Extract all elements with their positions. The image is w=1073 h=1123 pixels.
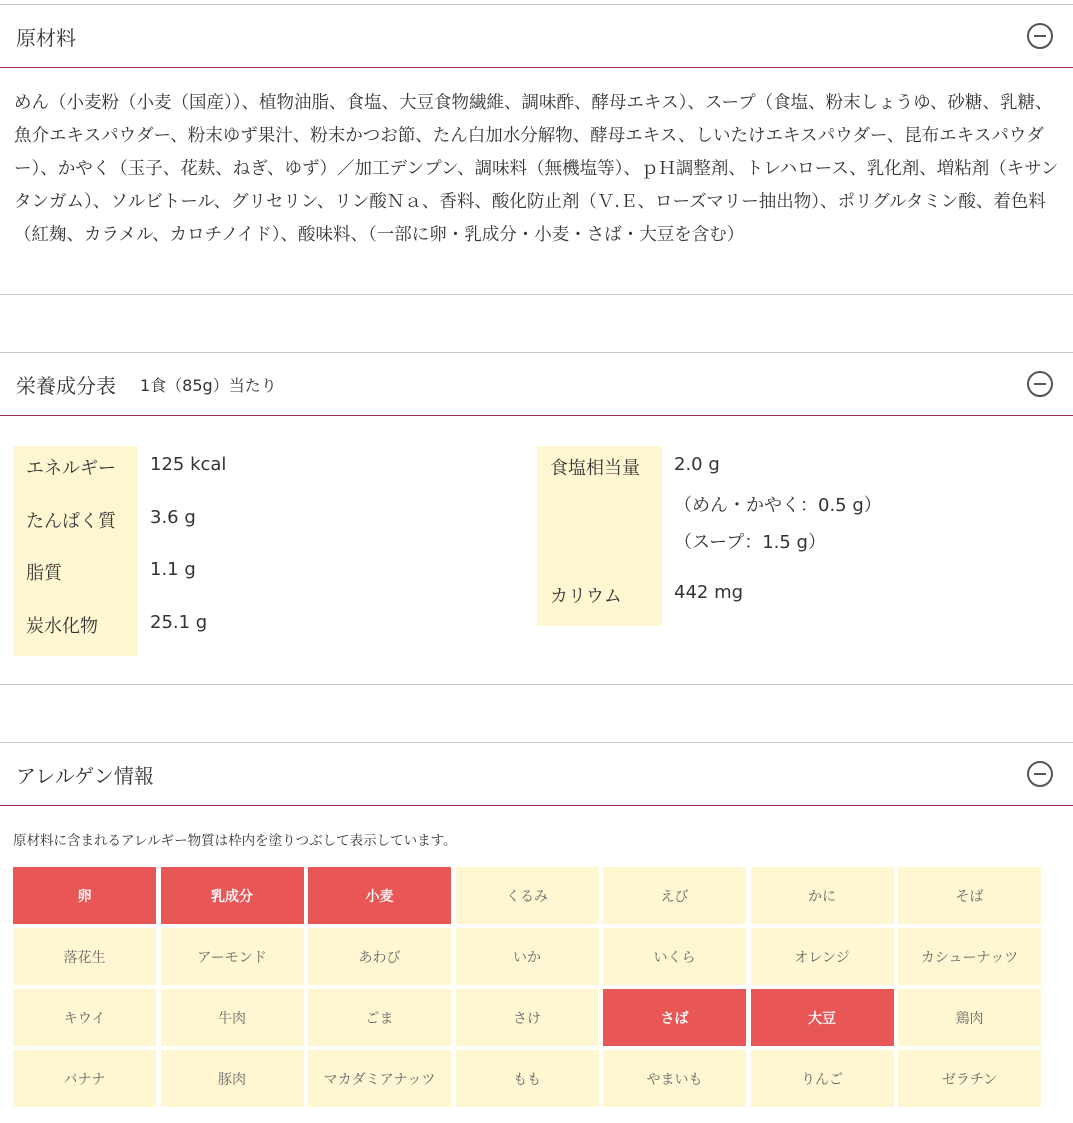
fat-value: 1.1 g	[150, 559, 196, 580]
allergen-cell: アーモンド	[161, 928, 304, 985]
ingredients-header[interactable]	[0, 4, 1073, 68]
allergen-cell: 小麦	[308, 867, 451, 924]
carbs-label: 炭水化物	[26, 616, 98, 637]
potassium-value: 442 mg	[674, 582, 744, 603]
energy-value: 125 kcal	[150, 454, 227, 475]
ingredients-title: 原材料	[16, 25, 76, 50]
allergen-cell: 牛肉	[161, 989, 304, 1046]
allergen-cell: バナナ	[13, 1050, 156, 1107]
nutrition-title: 栄養成分表	[16, 373, 116, 398]
ingredients-body	[0, 69, 1073, 295]
allergen-cell: 卵	[13, 867, 156, 924]
allergen-cell: えび	[603, 867, 746, 924]
minus-circle-icon[interactable]	[1027, 23, 1053, 49]
allergen-cell: あわび	[308, 928, 451, 985]
minus-circle-icon[interactable]	[1027, 371, 1053, 397]
allergen-cell: キウイ	[13, 989, 156, 1046]
fat-label: 脂質	[26, 563, 62, 584]
ingredients-text: めん（小麦粉（小麦（国産））、植物油脂、食塩、大豆食物繊維、調味酢、酵母エキス）、スープ（食塩、粉末しょうゆ、砂糖、乳糖、魚介エキスパウダー、粉末ゆず果汁、粉末かつお節、たん白加水分解物、酵母エキス、しいたけエキスパウダー、昆布エキスパウダー）、かやく（玉子、花麸、ねぎ、ゆず）／加工デンプン、調味料（無機塩等）、ｐＨ調整剤、トレハロース、乳化剤、増粘剤（キサンタンガム）、ソルビトール、グリセリン、リン酸Ｎａ、香料、酸化防止剤（Ｖ.Ｅ、ローズマリー抽出物）、ポリグルタミン酸、着色料（紅麹、カラメル、カロチノイド）、酸味料、（一部に卵・乳成分・小麦・さば・大豆を含む）	[14, 93, 1059, 245]
protein-value: 3.6 g	[150, 507, 196, 528]
allergen-cell: もも	[456, 1050, 599, 1107]
minus-circle-icon[interactable]	[1027, 761, 1053, 787]
allergen-cell: マカダミアナッツ	[308, 1050, 451, 1107]
nutrition-header[interactable]	[0, 352, 1073, 416]
allergen-cell: いか	[456, 928, 599, 985]
allergen-title: アレルゲン情報	[16, 763, 154, 788]
nutrition-serving: 1食（85g）当たり	[140, 375, 277, 395]
allergen-cell: ゼラチン	[898, 1050, 1041, 1107]
allergen-grid	[13, 867, 1043, 1107]
allergen-cell: くるみ	[456, 867, 599, 924]
carbs-value: 25.1 g	[150, 612, 208, 633]
allergen-cell: そば	[898, 867, 1041, 924]
allergen-cell: やまいも	[603, 1050, 746, 1107]
allergen-cell: かに	[751, 867, 894, 924]
allergen-cell: 鶏肉	[898, 989, 1041, 1046]
allergen-note: 原材料に含まれるアレルギー物質は枠内を塗りつぶして表示しています。	[13, 833, 457, 849]
allergen-cell: オレンジ	[751, 928, 894, 985]
allergen-cell: さば	[603, 989, 746, 1046]
allergen-cell: りんご	[751, 1050, 894, 1107]
salt-detail-soup: （スープ：1.5 g）	[674, 532, 826, 553]
salt-detail-noodles: （めん・かやく：0.5 g）	[674, 495, 882, 516]
allergen-cell: 大豆	[751, 989, 894, 1046]
allergen-cell: 落花生	[13, 928, 156, 985]
allergen-cell: ごま	[308, 989, 451, 1046]
allergen-cell: 豚肉	[161, 1050, 304, 1107]
salt-value: 2.0 g	[674, 454, 720, 475]
energy-label: エネルギー	[26, 458, 116, 479]
allergen-header[interactable]	[0, 742, 1073, 806]
nutrition-table	[0, 417, 1073, 685]
salt-label: 食塩相当量	[550, 458, 640, 479]
allergen-cell: さけ	[456, 989, 599, 1046]
allergen-cell: カシューナッツ	[898, 928, 1041, 985]
protein-label: たんぱく質	[26, 511, 116, 532]
allergen-cell: 乳成分	[161, 867, 304, 924]
potassium-label: カリウム	[550, 586, 622, 607]
allergen-cell: いくら	[603, 928, 746, 985]
